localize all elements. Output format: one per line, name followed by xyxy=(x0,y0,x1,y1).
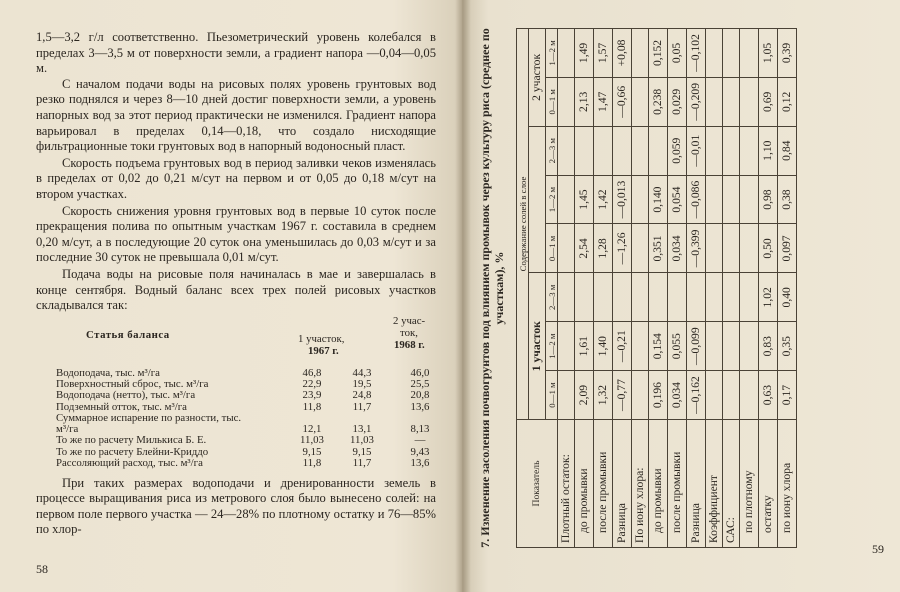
page-number-left: 58 xyxy=(36,562,48,576)
table-cell: —0,162 xyxy=(687,371,706,420)
balance-row-label: Рассоляющий расход, тыс. м³/га xyxy=(56,457,203,470)
table-cell: 2,09 xyxy=(575,371,594,420)
table-row xyxy=(759,29,778,548)
table-cell xyxy=(723,371,740,420)
table-cell xyxy=(632,175,649,224)
table-cell xyxy=(706,322,723,371)
table-cell: —0,01 xyxy=(687,126,706,175)
table-cell: 0,152 xyxy=(649,29,668,78)
table-row xyxy=(613,29,632,548)
table-cell xyxy=(706,77,723,126)
table-cell: 0,055 xyxy=(668,322,687,371)
table-cell: —0,102 xyxy=(687,29,706,78)
header-plot-1: 1 участок xyxy=(529,273,546,420)
table-cell: —0,013 xyxy=(613,175,632,224)
balance-value-a: 9,15 xyxy=(302,445,322,458)
table-cell xyxy=(594,273,613,322)
row-label: после промывки xyxy=(594,420,613,548)
table-cell xyxy=(706,126,723,175)
balance-row-label: То же по расчету Милькиса Б. Е. xyxy=(56,434,207,447)
table-cell: 2,13 xyxy=(575,77,594,126)
table-cell: +0,08 xyxy=(613,29,632,78)
table-cell xyxy=(723,175,740,224)
table-cell: 0,12 xyxy=(778,77,797,126)
table-row xyxy=(778,29,797,548)
row-label: по иону хлора xyxy=(778,420,797,548)
table-cell xyxy=(575,126,594,175)
balance-header-article: Статья баланса xyxy=(86,328,170,341)
balance-header-plot2-l3: 1968 г. xyxy=(394,338,425,351)
row-label: По иону хлора: xyxy=(632,420,649,548)
balance-value-b: 44,3 xyxy=(352,366,372,379)
rotated-table-block xyxy=(472,28,892,548)
table-cell xyxy=(706,273,723,322)
balance-value-b: 11,03 xyxy=(350,434,374,447)
table-cell: 0,059 xyxy=(668,126,687,175)
table-cell xyxy=(632,371,649,420)
paragraph-1: 1,5—3,2 г/л соответственно. Пьезометрический уровень колебался в пределах 3—3,5 м от поверхности земли, а градиент напора —0,04—0,05 м. xyxy=(36,30,436,76)
table-row xyxy=(668,29,687,548)
table-row xyxy=(740,29,759,548)
paragraph-2: С началом подачи воды на рисовых полях уровень грунтовых вод резко поднялся и через 8—10 дней достиг поверхности земли, а уровень напорных вод за этот период практически не изменился. Градиент напора варьировал в пределах 0,14—0,18, что создало нисходящие фильтрационные токи грунтовых вод в напорный водоносный пласт. xyxy=(36,76,436,154)
balance-value-c: — xyxy=(414,434,426,447)
paragraph-4: Скорость снижения уровня грунтовых вод в первые 10 суток после прекращения полива по опытным участкам 1967 г. составила в среднем 0,20 м/сут, а в последующие 20 суток она уменьшилась до 0,03 м/сут и за последние 30 суток не превышала 0,01 м/сут. xyxy=(36,203,436,265)
table-cell xyxy=(706,224,723,273)
table-cell: 1,49 xyxy=(575,29,594,78)
table-cell xyxy=(594,126,613,175)
table-cell xyxy=(558,77,575,126)
header-depth: 1—2 м xyxy=(546,29,558,78)
page-number-right: 59 xyxy=(872,542,884,556)
table-cell: 0,029 xyxy=(668,77,687,126)
table-cell: 1,40 xyxy=(594,322,613,371)
balance-row-label: Водоподача, тыс. м³/га xyxy=(56,366,160,379)
header-layer: Содержание солей в слое xyxy=(517,29,529,420)
header-plot-2: 2 участок xyxy=(529,29,546,127)
header-indicator: Показатель xyxy=(517,420,558,548)
table-cell xyxy=(740,77,759,126)
balance-value-b: 13,1 xyxy=(352,423,372,436)
header-depth: 0—1 м xyxy=(546,77,558,126)
table-row xyxy=(575,29,594,548)
balance-header-plot1-l1: 1 участок, xyxy=(298,332,345,345)
header-depth: 2—3 м xyxy=(546,126,558,175)
balance-value-a: 22,9 xyxy=(302,377,322,390)
table-cell: 0,097 xyxy=(778,224,797,273)
paragraph-5: Подача воды на рисовые поля начиналась в мае и завершалась в конце сентября. Водный баланс всех трех полей рисовых участков складывался так: xyxy=(36,266,436,313)
table-cell: 0,238 xyxy=(649,77,668,126)
table-cell xyxy=(558,29,575,78)
table-cell: 0,40 xyxy=(778,273,797,322)
balance-value-c: 13,6 xyxy=(410,457,430,470)
table-cell xyxy=(740,175,759,224)
table-cell: 0,351 xyxy=(649,224,668,273)
paragraph-3: Скорость подъема грунтовых вод в период заливки чеков изменялась в пределах от 0,02 до 0,21 м/сут на первом и от 0,05 до 0,18 м/сут на втором участках. xyxy=(36,155,436,201)
balance-row-label: Поверхностный сброс, тыс. м³/га xyxy=(56,377,209,390)
book-gutter xyxy=(455,0,471,592)
table-title: 7. Изменение засоления почвогрунтов под влиянием промывок через культуру риса (среднее по участкам), % xyxy=(478,28,506,548)
paragraph-final: При таких размерах водоподачи и дренированности земель в процессе выращивания риса из метрового слоя было вынесено солей: на первом поле первого участка — 24—28% по плотному остатку и 76—85% по хлор- xyxy=(36,475,436,537)
table-cell: 0,69 xyxy=(759,77,778,126)
table-cell: 1,42 xyxy=(594,175,613,224)
table-row xyxy=(723,29,740,548)
header-depth: 2—3 м xyxy=(546,273,558,322)
balance-row-label: Водоподача (нетто), тыс. м³/га xyxy=(56,389,196,402)
table-cell xyxy=(723,126,740,175)
table-cell: 0,034 xyxy=(668,224,687,273)
row-label: Коэффициент xyxy=(706,420,723,548)
table-cell: 0,140 xyxy=(649,175,668,224)
balance-header-plot1-l2: 1967 г. xyxy=(308,344,339,357)
table-cell xyxy=(687,273,706,322)
table-cell xyxy=(632,126,649,175)
balance-value-b: 9,15 xyxy=(352,445,372,458)
table-cell: 0,196 xyxy=(649,371,668,420)
water-balance-table xyxy=(36,316,436,474)
salinity-table xyxy=(516,28,797,548)
table-cell xyxy=(706,371,723,420)
row-label: Плотный остаток: xyxy=(558,420,575,548)
table-cell xyxy=(723,322,740,371)
table-cell xyxy=(632,273,649,322)
table-cell: 0,034 xyxy=(668,371,687,420)
table-cell xyxy=(740,273,759,322)
table-cell xyxy=(723,273,740,322)
balance-header-plot2-l2: ток, xyxy=(400,326,418,339)
table-row xyxy=(558,29,575,548)
table-cell: —0,77 xyxy=(613,371,632,420)
table-row xyxy=(649,29,668,548)
table-cell: 0,35 xyxy=(778,322,797,371)
row-label: остатку xyxy=(759,420,778,548)
balance-row-label: Подземный отток, тыс. м³/га xyxy=(56,400,187,413)
table-cell: 0,83 xyxy=(759,322,778,371)
table-cell xyxy=(558,126,575,175)
balance-value-a: 11,8 xyxy=(302,400,322,413)
table-cell: 1,32 xyxy=(594,371,613,420)
balance-value-a: 46,8 xyxy=(302,366,322,379)
table-row xyxy=(687,29,706,548)
table-cell: 1,45 xyxy=(575,175,594,224)
table-cell: —0,086 xyxy=(687,175,706,224)
row-label: САС: xyxy=(723,420,740,548)
table-cell: 1,10 xyxy=(759,126,778,175)
row-label: Разница xyxy=(687,420,706,548)
table-cell: 2,54 xyxy=(575,224,594,273)
table-cell xyxy=(632,224,649,273)
table-cell xyxy=(668,273,687,322)
table-cell: —1,26 xyxy=(613,224,632,273)
table-cell: 1,28 xyxy=(594,224,613,273)
balance-value-c: 25,5 xyxy=(410,377,430,390)
table-cell: 0,98 xyxy=(759,175,778,224)
table-cell: 0,054 xyxy=(668,175,687,224)
header-depth: 0—1 м xyxy=(546,224,558,273)
table-cell xyxy=(613,273,632,322)
table-cell xyxy=(558,224,575,273)
row-label: после промывки xyxy=(668,420,687,548)
table-cell: 1,57 xyxy=(594,29,613,78)
balance-value-b: 11,7 xyxy=(352,457,372,470)
balance-value-c: 8,13 xyxy=(410,423,430,436)
header-depth: 1—2 м xyxy=(546,175,558,224)
table-cell: —0,21 xyxy=(613,322,632,371)
table-cell xyxy=(740,29,759,78)
balance-value-c: 13,6 xyxy=(410,400,430,413)
balance-value-c: 9,43 xyxy=(410,445,430,458)
table-cell xyxy=(723,77,740,126)
table-cell: 0,39 xyxy=(778,29,797,78)
balance-value-a: 11,03 xyxy=(300,434,324,447)
row-label: по плотному xyxy=(740,420,759,548)
table-row xyxy=(594,29,613,548)
table-row xyxy=(632,29,649,548)
table-cell: 1,02 xyxy=(759,273,778,322)
table-cell: 0,84 xyxy=(778,126,797,175)
table-cell xyxy=(632,29,649,78)
table-cell: 1,61 xyxy=(575,322,594,371)
table-row xyxy=(706,29,723,548)
table-cell xyxy=(649,126,668,175)
balance-value-c: 20,8 xyxy=(410,389,430,402)
balance-value-b: 19,5 xyxy=(352,377,372,390)
table-cell xyxy=(575,273,594,322)
table-cell: 0,50 xyxy=(759,224,778,273)
table-cell xyxy=(706,29,723,78)
table-cell xyxy=(740,224,759,273)
balance-value-a: 11,8 xyxy=(302,457,322,470)
table-cell: —0,399 xyxy=(687,224,706,273)
table-cell xyxy=(740,371,759,420)
left-text-column xyxy=(36,30,436,538)
table-cell: —0,66 xyxy=(613,77,632,126)
balance-row-label: То же по расчету Блейни-Криддо xyxy=(56,445,209,458)
table-cell xyxy=(723,224,740,273)
balance-row-label: м³/га xyxy=(56,423,79,436)
table-cell xyxy=(723,29,740,78)
table-cell xyxy=(632,77,649,126)
table-cell xyxy=(632,322,649,371)
table-cell: 1,05 xyxy=(759,29,778,78)
balance-value-a: 23,9 xyxy=(302,389,322,402)
table-cell: 1,47 xyxy=(594,77,613,126)
table-cell xyxy=(740,126,759,175)
balance-row-label: Суммарное испарение по разности, тыс. xyxy=(56,411,242,424)
header-depth: 0—1 м xyxy=(546,371,558,420)
table-cell: —0,209 xyxy=(687,77,706,126)
table-cell xyxy=(558,371,575,420)
table-cell: 0,154 xyxy=(649,322,668,371)
table-cell: 0,38 xyxy=(778,175,797,224)
table-cell xyxy=(558,273,575,322)
table-cell xyxy=(558,322,575,371)
table-cell xyxy=(740,322,759,371)
balance-value-c: 46,0 xyxy=(410,366,430,379)
table-cell: 0,63 xyxy=(759,371,778,420)
table-cell: 0,05 xyxy=(668,29,687,78)
table-cell xyxy=(613,126,632,175)
balance-header-plot2-l1: 2 учас- xyxy=(393,314,426,327)
row-label: Разница xyxy=(613,420,632,548)
table-cell xyxy=(649,273,668,322)
table-cell xyxy=(706,175,723,224)
table-cell xyxy=(558,175,575,224)
balance-value-a: 12,1 xyxy=(302,423,322,436)
table-cell: —0,099 xyxy=(687,322,706,371)
row-label: до промывки xyxy=(575,420,594,548)
balance-value-b: 11,7 xyxy=(352,400,372,413)
table-cell: 0,17 xyxy=(778,371,797,420)
row-label: до промывки xyxy=(649,420,668,548)
balance-value-b: 24,8 xyxy=(352,389,372,402)
header-depth: 1—2 м xyxy=(546,322,558,371)
